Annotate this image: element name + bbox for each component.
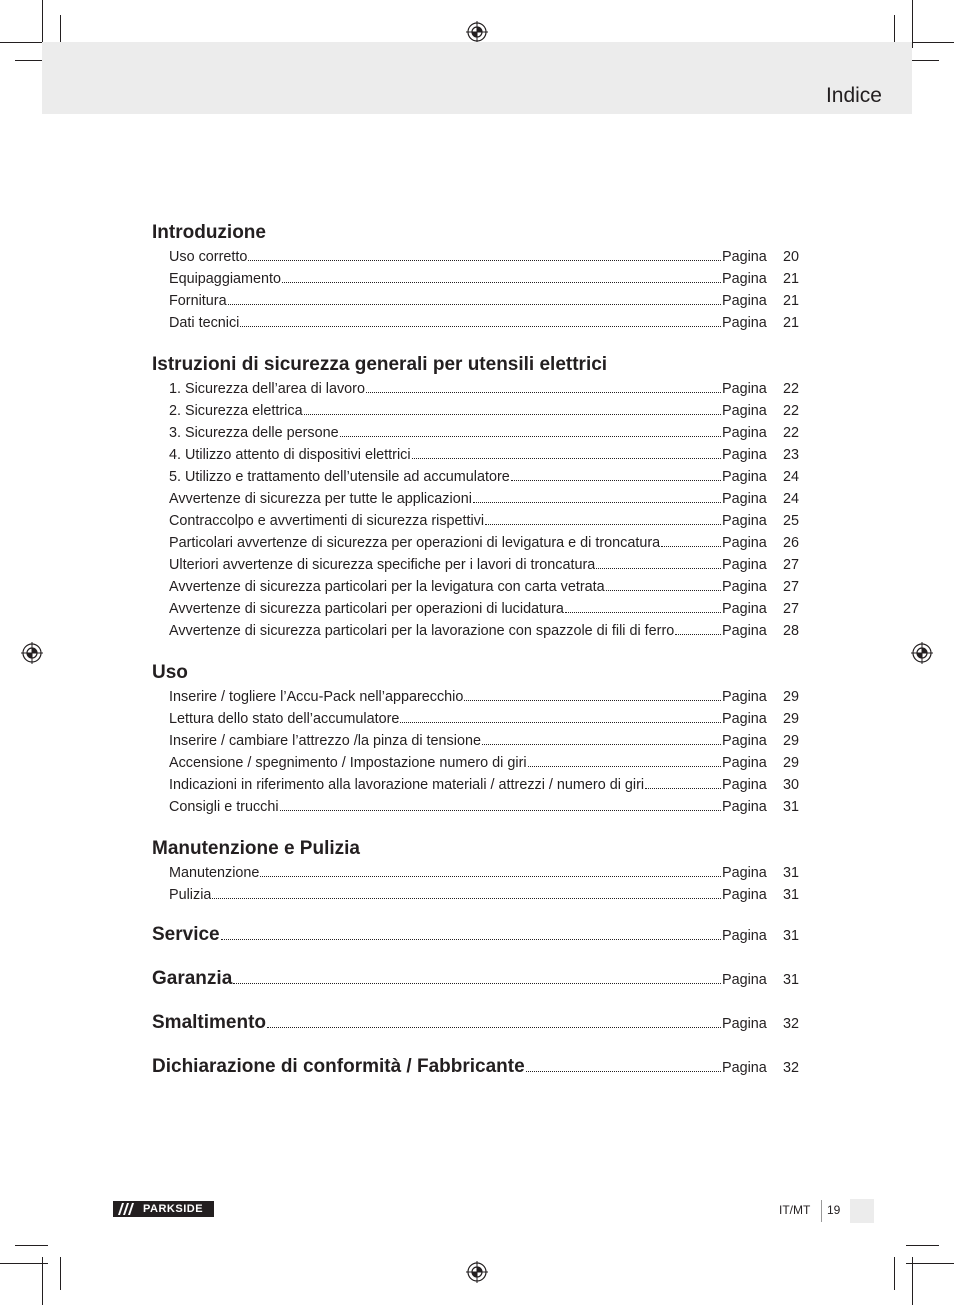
dot-leader bbox=[228, 303, 721, 305]
crop-mark bbox=[42, 0, 43, 48]
toc-entry-page-number: 27 bbox=[782, 601, 799, 617]
toc-entry-page-number: 27 bbox=[782, 557, 799, 573]
toc-section-entries bbox=[152, 378, 799, 642]
toc-entry-page-word: Pagina bbox=[722, 928, 767, 944]
dot-leader bbox=[212, 897, 721, 899]
dot-leader bbox=[267, 1026, 721, 1028]
toc-entry-page-word: Pagina bbox=[722, 425, 767, 441]
toc-entry[interactable] bbox=[169, 576, 799, 598]
toc-entry-label: Avvertenze di sicurezza particolari per la levigatura con carta vetrata bbox=[169, 579, 605, 595]
toc-main-entry-title: Dichiarazione di conformità / Fabbricante bbox=[152, 1056, 525, 1077]
toc-entry-page-number: 24 bbox=[782, 491, 799, 507]
toc-entry-page-word: Pagina bbox=[722, 601, 767, 617]
dot-leader bbox=[526, 1070, 721, 1072]
toc-entry-label: 4. Utilizzo attento di dispositivi elettrici bbox=[169, 447, 411, 463]
crop-mark bbox=[60, 1257, 61, 1290]
toc-entry-label: 2. Sicurezza elettrica bbox=[169, 403, 303, 419]
dot-leader bbox=[645, 787, 721, 789]
toc-entry-page-word: Pagina bbox=[722, 1016, 767, 1032]
toc-main-entry-title: Service bbox=[152, 924, 220, 945]
toc-entry-page-number: 32 bbox=[782, 1060, 799, 1076]
toc-section-title: Introduzione bbox=[152, 222, 266, 243]
toc-entry-page-word: Pagina bbox=[722, 557, 767, 573]
toc-section-title: Manutenzione e Pulizia bbox=[152, 838, 360, 859]
dot-leader bbox=[304, 413, 721, 415]
toc-entry-page-number: 29 bbox=[782, 689, 799, 705]
toc-entry-label: Avvertenze di sicurezza particolari per operazioni di lucidatura bbox=[169, 601, 564, 617]
toc-entry-page-number: 31 bbox=[782, 799, 799, 815]
toc-entry-label: Uso corretto bbox=[169, 249, 248, 265]
toc-entry[interactable] bbox=[169, 510, 799, 532]
toc-entry-page-number: 29 bbox=[782, 755, 799, 771]
dot-leader bbox=[240, 325, 721, 327]
toc-entry[interactable] bbox=[169, 488, 799, 510]
dot-leader bbox=[511, 479, 721, 481]
toc-entry-page-number: 24 bbox=[782, 469, 799, 485]
toc-entry-label: Pulizia bbox=[169, 887, 212, 903]
dot-leader bbox=[233, 982, 721, 984]
toc-entry[interactable] bbox=[169, 378, 799, 400]
toc-entry-page-word: Pagina bbox=[722, 579, 767, 595]
toc-entry-page-word: Pagina bbox=[722, 293, 767, 309]
toc-entry[interactable] bbox=[169, 290, 799, 312]
toc-entry-label: Dati tecnici bbox=[169, 315, 240, 331]
dot-leader bbox=[340, 435, 721, 437]
toc-entry-page-number: 22 bbox=[782, 381, 799, 397]
brand-name: PARKSIDE bbox=[143, 1203, 204, 1215]
toc-entry-page-word: Pagina bbox=[722, 689, 767, 705]
toc-entry-page-word: Pagina bbox=[722, 777, 767, 793]
crop-mark bbox=[912, 1257, 913, 1305]
dot-leader bbox=[400, 721, 721, 723]
toc-entry-page-word: Pagina bbox=[722, 381, 767, 397]
toc-entry[interactable] bbox=[169, 752, 799, 774]
toc-entry-page-number: 21 bbox=[782, 271, 799, 287]
toc-entry-page-word: Pagina bbox=[722, 249, 767, 265]
toc-entry-page-word: Pagina bbox=[722, 513, 767, 529]
toc-entry[interactable] bbox=[169, 686, 799, 708]
toc-main-entry[interactable] bbox=[152, 1012, 799, 1038]
dot-leader bbox=[366, 391, 721, 393]
toc-entry-page-word: Pagina bbox=[722, 865, 767, 881]
toc-entry-page-number: 25 bbox=[782, 513, 799, 529]
dot-leader bbox=[675, 633, 721, 635]
toc-entry-label: Accensione / spegnimento / Impostazione numero di giri bbox=[169, 755, 527, 771]
toc-entry-label: 1. Sicurezza dell’area di lavoro bbox=[169, 381, 365, 397]
toc-section-entries bbox=[152, 246, 799, 334]
toc-entry-label: 5. Utilizzo e trattamento dell’utensile ad accumulatore bbox=[169, 469, 510, 485]
toc-entry[interactable] bbox=[169, 246, 799, 268]
toc-entry-page-word: Pagina bbox=[722, 799, 767, 815]
toc-entry[interactable] bbox=[169, 312, 799, 334]
crop-mark bbox=[42, 1257, 43, 1305]
toc-entry[interactable] bbox=[169, 884, 799, 906]
toc-entry-page-number: 22 bbox=[782, 425, 799, 441]
toc-entry-label: 3. Sicurezza delle persone bbox=[169, 425, 339, 441]
crop-mark bbox=[0, 42, 48, 43]
toc-entry-page-number: 30 bbox=[782, 777, 799, 793]
toc-entry-page-number: 28 bbox=[782, 623, 799, 639]
toc-entry-page-number: 31 bbox=[782, 865, 799, 881]
toc-entry[interactable] bbox=[169, 466, 799, 488]
dot-leader bbox=[221, 938, 721, 940]
registration-mark-icon bbox=[466, 21, 488, 43]
toc-entry-page-number: 31 bbox=[782, 972, 799, 988]
toc-entry-page-number: 22 bbox=[782, 403, 799, 419]
toc-entry-page-number: 23 bbox=[782, 447, 799, 463]
toc-main-entry[interactable] bbox=[152, 924, 799, 950]
page-title: Indice bbox=[825, 84, 882, 107]
toc-entry-page-word: Pagina bbox=[722, 469, 767, 485]
toc-main-entry-title: Garanzia bbox=[152, 968, 233, 989]
toc-entry-page-number: 27 bbox=[782, 579, 799, 595]
toc-entry[interactable] bbox=[169, 774, 799, 796]
toc-entry-page-number: 20 bbox=[782, 249, 799, 265]
toc-entry-label: Consigli e trucchi bbox=[169, 799, 279, 815]
footer-tab bbox=[850, 1199, 874, 1223]
toc-entry-label: Indicazioni in riferimento alla lavorazione materiali / attrezzi / numero di giri bbox=[169, 777, 645, 793]
brand-stripes-icon bbox=[113, 1201, 139, 1217]
toc-entry-page-word: Pagina bbox=[722, 755, 767, 771]
toc-entry-label: Inserire / togliere l’Accu-Pack nell’apparecchio bbox=[169, 689, 464, 705]
registration-mark-icon bbox=[911, 642, 933, 664]
crop-mark bbox=[15, 1245, 48, 1246]
toc-entry-page-word: Pagina bbox=[722, 491, 767, 507]
table-of-contents bbox=[152, 220, 799, 1100]
toc-entry-page-word: Pagina bbox=[722, 887, 767, 903]
toc-entry-page-number: 21 bbox=[782, 315, 799, 331]
dot-leader bbox=[596, 567, 721, 569]
toc-entry-page-number: 32 bbox=[782, 1016, 799, 1032]
crop-mark bbox=[894, 1257, 895, 1290]
header-band bbox=[42, 42, 912, 114]
dot-leader bbox=[565, 611, 721, 613]
dot-leader bbox=[248, 259, 721, 261]
toc-entry[interactable] bbox=[169, 620, 799, 642]
toc-entry-page-word: Pagina bbox=[722, 403, 767, 419]
toc-entry[interactable] bbox=[169, 422, 799, 444]
toc-entry-page-number: 29 bbox=[782, 733, 799, 749]
crop-mark bbox=[912, 0, 913, 48]
toc-entry-label: Avvertenze di sicurezza particolari per la lavorazione con spazzole di fili di ferro bbox=[169, 623, 675, 639]
toc-entry-page-word: Pagina bbox=[722, 972, 767, 988]
dot-leader bbox=[485, 523, 721, 525]
footer-divider bbox=[821, 1200, 822, 1222]
toc-entry-label: Inserire / cambiare l’attrezzo /la pinza di tensione bbox=[169, 733, 481, 749]
toc-main-entry-title: Smaltimento bbox=[152, 1012, 267, 1033]
toc-entry-label: Manutenzione bbox=[169, 865, 260, 881]
registration-mark-icon bbox=[466, 1261, 488, 1283]
crop-mark bbox=[906, 1245, 939, 1246]
dot-leader bbox=[464, 699, 721, 701]
dot-leader bbox=[482, 743, 721, 745]
toc-entry-page-number: 21 bbox=[782, 293, 799, 309]
dot-leader bbox=[528, 765, 721, 767]
toc-entry-page-number: 26 bbox=[782, 535, 799, 551]
toc-entry-page-word: Pagina bbox=[722, 447, 767, 463]
toc-entry-label: Particolari avvertenze di sicurezza per operazioni di levigatura e di troncatura bbox=[169, 535, 661, 551]
toc-section-entries bbox=[152, 862, 799, 906]
toc-entry-label: Ulteriori avvertenze di sicurezza specifiche per i lavori di troncatura bbox=[169, 557, 596, 573]
dot-leader bbox=[282, 281, 721, 283]
toc-entry[interactable] bbox=[169, 444, 799, 466]
registration-mark-icon bbox=[21, 642, 43, 664]
dot-leader bbox=[606, 589, 721, 591]
toc-entry[interactable] bbox=[169, 268, 799, 290]
crop-mark bbox=[906, 1263, 954, 1264]
toc-entry[interactable] bbox=[169, 554, 799, 576]
toc-entry[interactable] bbox=[169, 730, 799, 752]
toc-entry-label: Lettura dello stato dell’accumulatore bbox=[169, 711, 400, 727]
toc-entry[interactable] bbox=[169, 400, 799, 422]
toc-entry-page-word: Pagina bbox=[722, 271, 767, 287]
dot-leader bbox=[473, 501, 721, 503]
dot-leader bbox=[260, 875, 721, 877]
crop-mark bbox=[0, 1263, 48, 1264]
toc-section-entries bbox=[152, 686, 799, 818]
toc-entry-label: Equipaggiamento bbox=[169, 271, 282, 287]
toc-section-title: Uso bbox=[152, 662, 188, 683]
toc-entry-page-word: Pagina bbox=[722, 733, 767, 749]
toc-entry-page-number: 31 bbox=[782, 928, 799, 944]
page-number: 19 bbox=[827, 1203, 841, 1217]
toc-entry-label: Fornitura bbox=[169, 293, 227, 309]
toc-entry-label: Avvertenze di sicurezza per tutte le applicazioni bbox=[169, 491, 472, 507]
toc-entry-label: Contraccolpo e avvertimenti di sicurezza rispettivi bbox=[169, 513, 485, 529]
toc-main-entry[interactable] bbox=[152, 968, 799, 994]
toc-entry-page-word: Pagina bbox=[722, 711, 767, 727]
toc-entry-page-word: Pagina bbox=[722, 1060, 767, 1076]
crop-mark bbox=[906, 42, 954, 43]
toc-entry[interactable] bbox=[169, 862, 799, 884]
toc-entry-page-word: Pagina bbox=[722, 315, 767, 331]
toc-section-title: Istruzioni di sicurezza generali per utensili elettrici bbox=[152, 354, 608, 375]
dot-leader bbox=[661, 545, 721, 547]
brand-logo bbox=[113, 1201, 214, 1217]
dot-leader bbox=[280, 809, 721, 811]
toc-entry-page-word: Pagina bbox=[722, 535, 767, 551]
toc-entry[interactable] bbox=[169, 532, 799, 554]
toc-entry-page-word: Pagina bbox=[722, 623, 767, 639]
toc-entry[interactable] bbox=[169, 796, 799, 818]
toc-entry[interactable] bbox=[169, 708, 799, 730]
toc-entry-page-number: 31 bbox=[782, 887, 799, 903]
language-code: IT/MT bbox=[779, 1203, 811, 1217]
toc-entry[interactable] bbox=[169, 598, 799, 620]
toc-entry-page-number: 29 bbox=[782, 711, 799, 727]
dot-leader bbox=[412, 457, 721, 459]
toc-main-entry[interactable] bbox=[152, 1056, 799, 1082]
